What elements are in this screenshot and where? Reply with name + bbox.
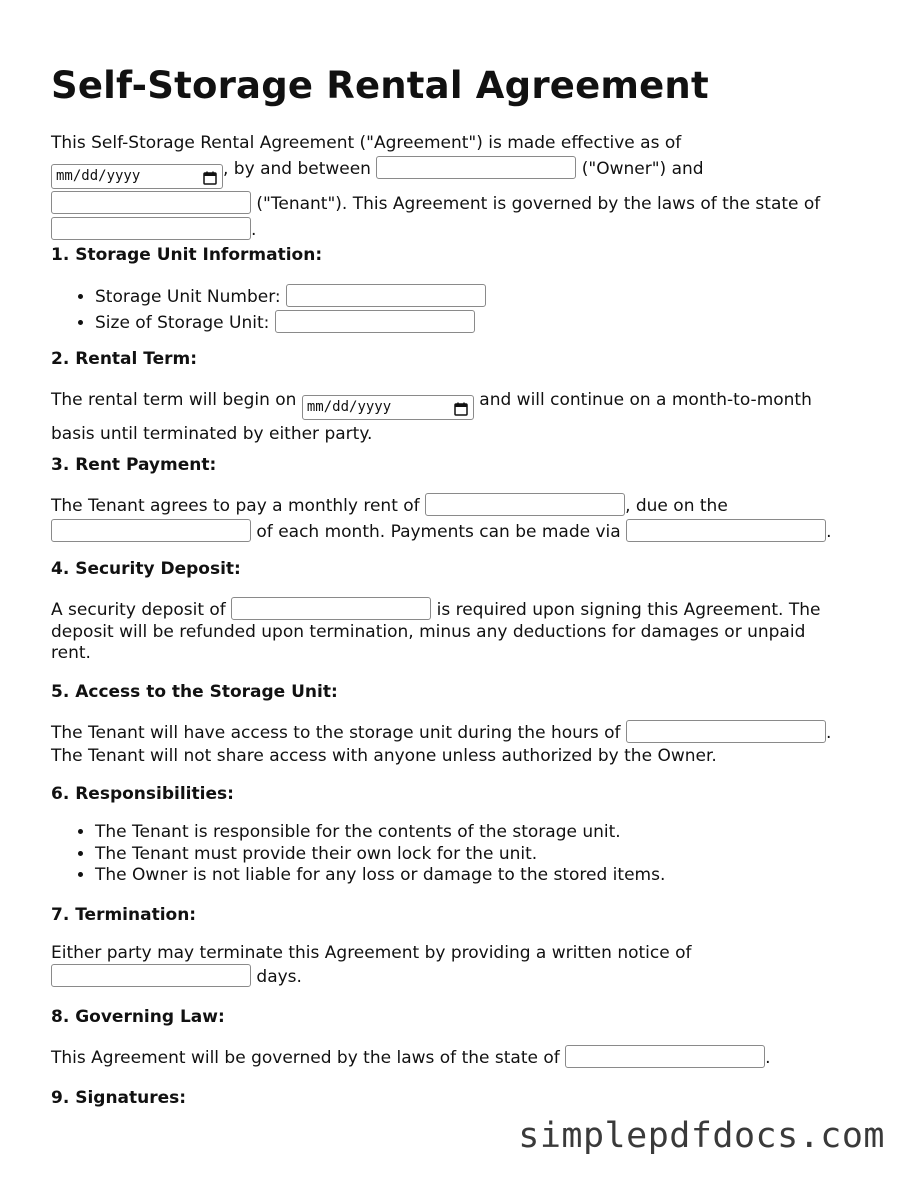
tenant-name-input[interactable] [51, 191, 251, 214]
watermark-logo: simplepdfdocs.com [518, 1116, 885, 1156]
section-8-heading: 8. Governing Law: [51, 1007, 225, 1027]
section-4-heading: 4. Security Deposit: [51, 559, 241, 579]
list-item: • The Owner is not liable for any loss or damage to the stored items. [95, 865, 871, 887]
section-3-paragraph: The Tenant agrees to pay a monthly rent of , due on the of each month. Payments can be made via . [51, 493, 871, 544]
due-day-input[interactable] [51, 519, 251, 542]
storage-unit-number-input[interactable] [286, 284, 486, 307]
list-item: • Size of Storage Unit: [95, 310, 871, 334]
section-2-heading: 2. Rental Term: [51, 349, 198, 369]
section-8-paragraph: This Agreement will be governed by the laws of the state of . [51, 1045, 871, 1070]
access-hours-input[interactable] [626, 720, 826, 743]
list-item: • The Tenant must provide their own lock for the unit. [95, 844, 871, 866]
calendar-icon[interactable] [203, 170, 217, 184]
storage-unit-size-input[interactable] [275, 310, 475, 333]
section-2-paragraph: The rental term will begin on mm/dd/yyyy and will continue on a month-to-month basis until terminated by either party. [51, 390, 812, 444]
section-5-heading: 5. Access to the Storage Unit: [51, 682, 338, 702]
section-9-heading: 9. Signatures: [51, 1088, 187, 1108]
section-3-heading: 3. Rent Payment: [51, 455, 217, 475]
intro-line-3: ("Tenant"). This Agreement is governed by the laws of the state of [51, 191, 871, 216]
monthly-rent-input[interactable] [425, 493, 625, 516]
intro-line-1: This Self-Storage Rental Agreement ("Agreement") is made effective as of [51, 133, 682, 153]
intro-line-2: mm/dd/yyyy , by and between ("Owner") and [51, 156, 871, 189]
section-1-heading: 1. Storage Unit Information: [51, 245, 323, 265]
section-7-heading: 7. Termination: [51, 905, 197, 925]
notice-days-input[interactable] [51, 964, 251, 987]
calendar-icon[interactable] [454, 401, 468, 415]
governing-law-state-input[interactable] [565, 1045, 765, 1068]
intro-paragraph [51, 132, 871, 242]
list-item: • Storage Unit Number: [95, 284, 871, 308]
section-1-list [51, 284, 871, 334]
governing-state-input[interactable] [51, 217, 251, 240]
section-4-paragraph: A security deposit of is required upon signing this Agreement. The deposit will be refunded upon termination, minus any deductions for damages or unpaid rent. [51, 597, 871, 663]
section-6-heading: 6. Responsibilities: [51, 784, 234, 804]
section-6-list [51, 822, 871, 887]
effective-date-input[interactable]: mm/dd/yyyy [51, 164, 223, 189]
document-title: Self-Storage Rental Agreement [51, 64, 709, 107]
section-7-paragraph: Either party may terminate this Agreement by providing a written notice of days. [51, 943, 692, 987]
security-deposit-input[interactable] [231, 597, 431, 620]
list-item: • The Tenant is responsible for the contents of the storage unit. [95, 822, 871, 844]
rental-start-date-input[interactable]: mm/dd/yyyy [302, 395, 474, 420]
intro-line-4: . [51, 217, 871, 242]
section-5-paragraph: The Tenant will have access to the storage unit during the hours of . The Tenant will not share access with anyone unless authorized by the Owner. [51, 720, 871, 768]
owner-name-input[interactable] [376, 156, 576, 179]
payment-method-input[interactable] [626, 519, 826, 542]
